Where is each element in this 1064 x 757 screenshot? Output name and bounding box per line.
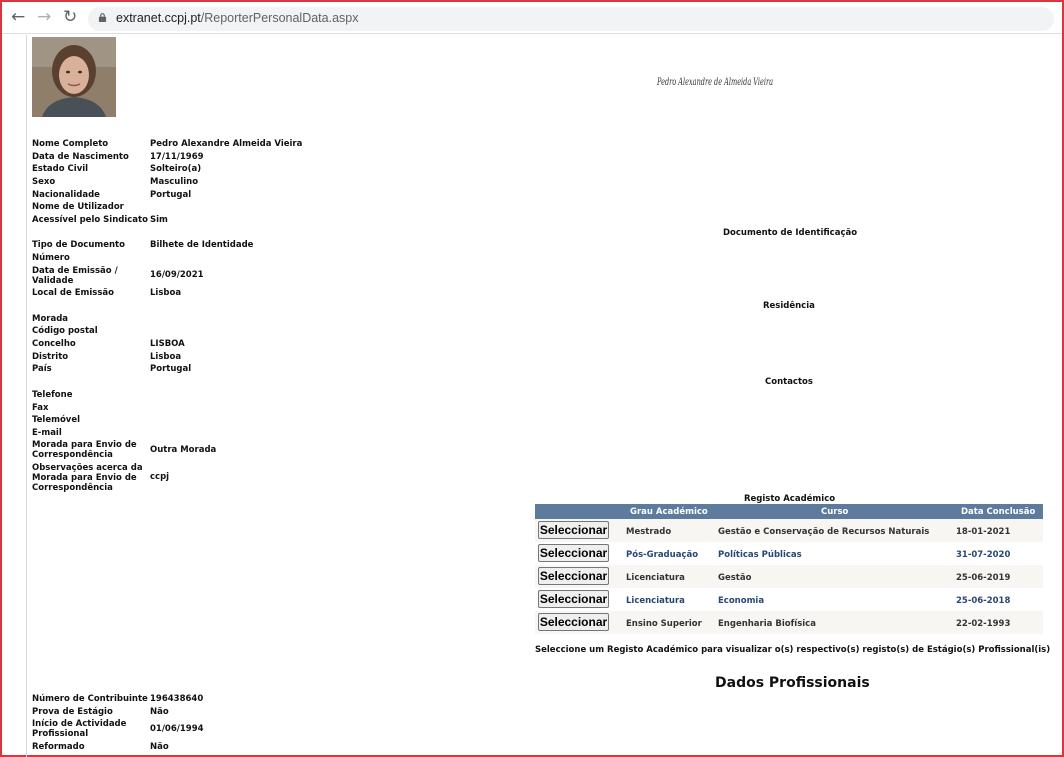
table-row [535,588,1043,611]
label-morada-envio: Morada para Envio de Correspondência [32,440,137,460]
url-host: extranet.ccpj.pt [116,11,201,25]
label-acessivel-sindicato: Acessível pelo Sindicato [32,215,148,225]
label-fax: Fax [32,403,49,413]
table-row [535,565,1043,588]
header-grau: Grau Académico [630,507,708,517]
cell-grau: Ensino Superior [626,619,702,629]
value-tipo-documento: Bilhete de Identidade [150,240,254,250]
label-email: E-mail [32,428,62,438]
cell-data: 31-07-2020 [956,550,1011,560]
section-title-registo: Registo Académico [744,494,836,504]
url-text [116,11,359,25]
cell-curso: Gestão e Conservação de Recursos Naturais [718,527,930,537]
label-tipo-documento: Tipo de Documento [32,240,125,250]
cell-data: 25-06-2019 [956,573,1011,583]
value-morada-envio: Outra Morada [150,445,217,455]
label-morada: Morada [32,314,69,324]
label-data-nascimento: Data de Nascimento [32,152,129,162]
value-sexo: Masculino [150,177,199,187]
table-row [535,542,1043,565]
select-row-button[interactable]: Seleccionar [539,569,608,583]
value-prova-estagio: Não [150,707,169,717]
section-title-contactos: Contactos [765,377,813,387]
value-distrito: Lisboa [150,352,182,362]
label-telefone: Telefone [32,390,73,400]
value-pais: Portugal [150,364,192,374]
cell-grau: Pós-Graduação [626,550,699,560]
table-row [535,519,1043,542]
select-row-button[interactable]: Seleccionar [539,615,608,629]
cell-curso: Gestão [718,573,752,583]
value-concelho: LISBOA [150,339,185,349]
left-border-line [26,35,27,757]
value-reformado: Não [150,742,169,752]
table-header [535,504,1043,519]
table-row [535,611,1043,634]
label-telemovel: Telemóvel [32,415,81,425]
label-concelho: Concelho [32,339,76,349]
dados-profissionais-title: Dados Profissionais [715,675,870,691]
address-bar[interactable] [88,7,1054,31]
signature-text: Pedro Alexandre de Almeida Vieira [656,77,774,88]
lock-icon [98,13,107,22]
select-row-button[interactable]: Seleccionar [539,546,608,560]
select-row-button[interactable]: Seleccionar [539,523,608,537]
back-arrow-icon[interactable]: ← [11,7,26,27]
value-data-nascimento: 17/11/1969 [150,152,204,162]
url-path: /ReporterPersonalData.aspx [200,11,359,25]
reporter-photo [32,37,116,117]
reload-icon[interactable]: ↻ [63,7,78,27]
value-acessivel-sindicato: Sim [150,215,168,225]
section-title-documento: Documento de Identificação [723,228,858,238]
value-estado-civil: Solteiro(a) [150,164,202,174]
forward-arrow-icon[interactable]: → [37,7,52,27]
label-estado-civil: Estado Civil [32,164,89,174]
value-observacoes-envio: ccpj [150,472,170,482]
cell-curso: Engenharia Biofísica [718,619,816,629]
label-data-emissao: Data de Emissão / Validade [32,266,118,286]
label-distrito: Distrito [32,352,69,362]
cell-curso: Economia [718,596,765,606]
label-local-emissao: Local de Emissão [32,288,114,298]
value-contribuinte: 196438640 [150,694,204,704]
label-codigo-postal: Código postal [32,326,98,336]
label-sexo: Sexo [32,177,56,187]
cell-grau: Licenciatura [626,573,685,583]
value-local-emissao: Lisboa [150,288,182,298]
signature-image [655,65,775,93]
value-nome-completo: Pedro Alexandre Almeida Vieira [150,139,303,149]
label-inicio-actividade: Início de Actividade Profissional [32,719,127,739]
cell-curso: Políticas Públicas [718,550,802,560]
browser-toolbar [2,2,1062,34]
page-content [2,35,1062,757]
label-contribuinte: Número de Contribuinte [32,694,148,704]
label-nome-utilizador: Nome de Utilizador [32,202,124,212]
label-reformado: Reformado [32,742,85,752]
cell-grau: Licenciatura [626,596,685,606]
cell-data: 22-02-1993 [956,619,1011,629]
select-record-hint: Seleccione um Registo Académico para visualizar o(s) respectivo(s) registo(s) de Estágio(s) Profissional(is) [535,645,1051,655]
value-inicio-actividade: 01/06/1994 [150,724,204,734]
cell-grau: Mestrado [626,527,672,537]
header-curso: Curso [821,507,849,517]
label-nome-completo: Nome Completo [32,139,109,149]
select-row-button[interactable]: Seleccionar [539,592,608,606]
cell-data: 25-06-2018 [956,596,1011,606]
label-pais: País [32,364,52,374]
label-prova-estagio: Prova de Estágio [32,707,113,717]
cell-data: 18-01-2021 [956,527,1011,537]
section-title-residencia: Residência [763,301,815,311]
header-data: Data Conclusão [961,507,1036,517]
value-data-emissao: 16/09/2021 [150,270,204,280]
label-numero: Número [32,253,70,263]
label-observacoes-envio: Observações acerca da Morada para Envio de Correspondência [32,463,143,493]
label-nacionalidade: Nacionalidade [32,190,100,200]
academic-record-table [535,504,1043,634]
value-nacionalidade: Portugal [150,190,192,200]
